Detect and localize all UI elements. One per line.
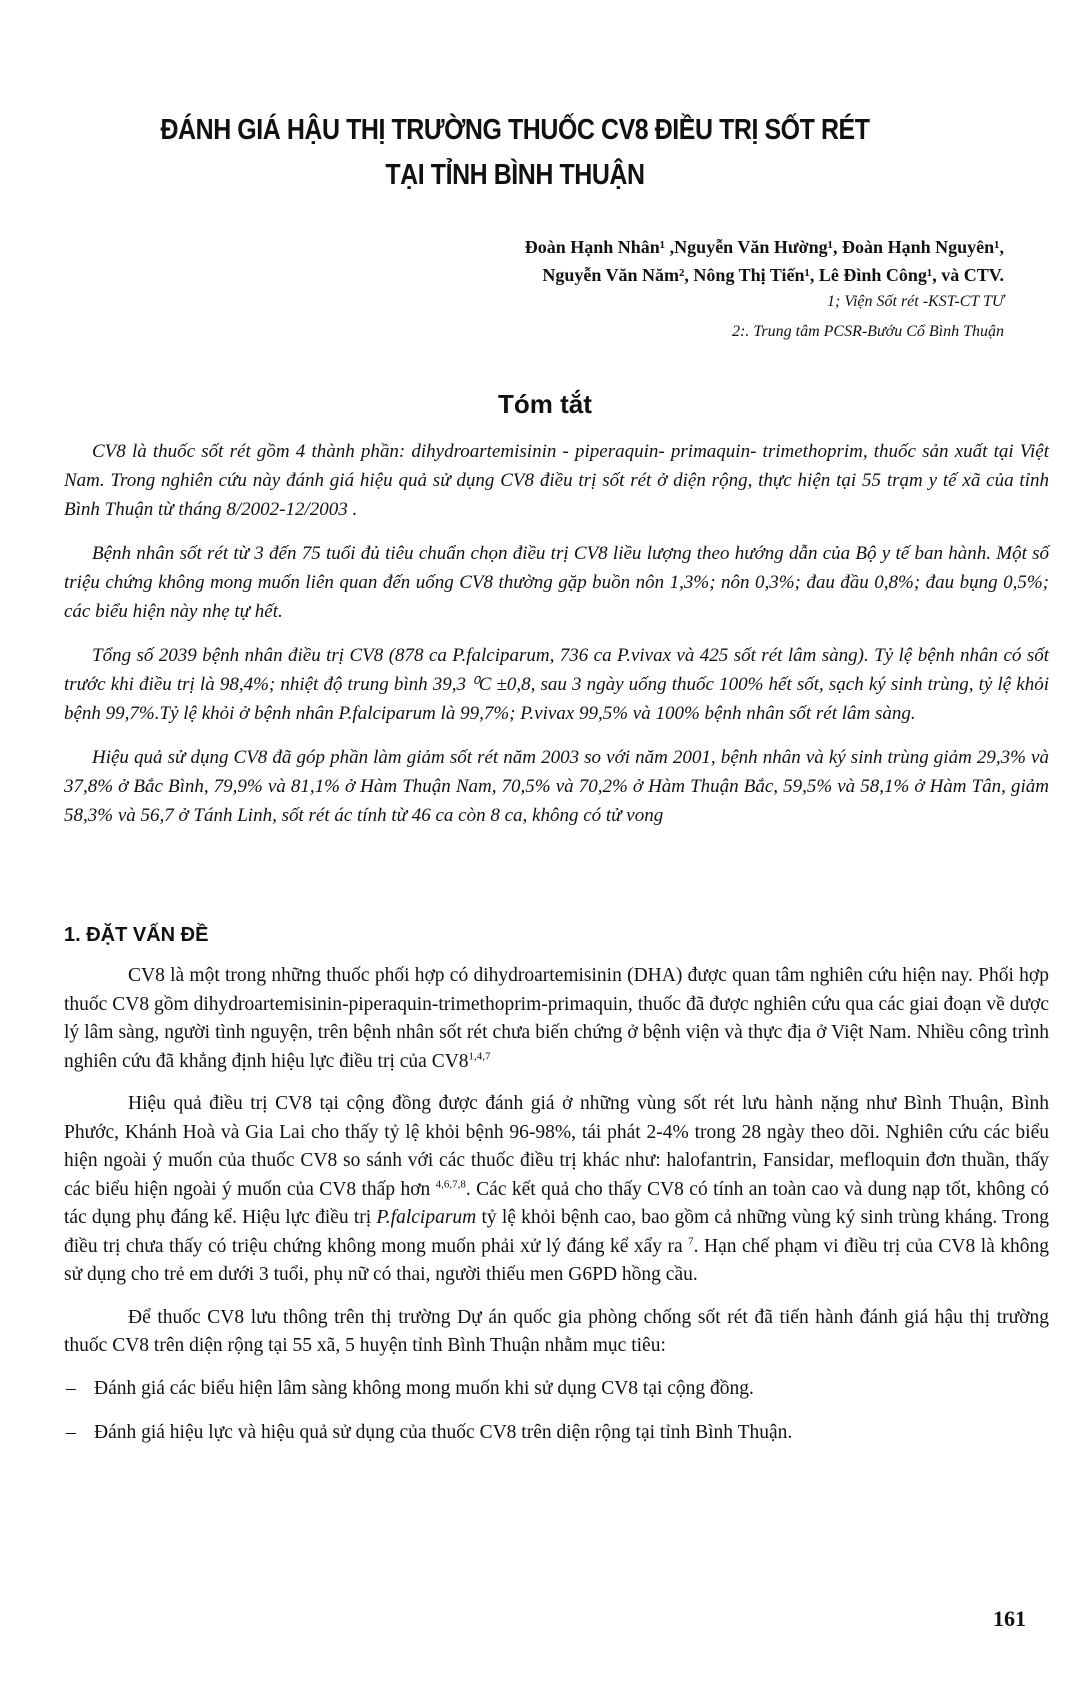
body-paragraph-2 (64, 1090, 1049, 1290)
abstract-heading: Tóm tắt (498, 389, 592, 419)
author-list (284, 233, 1004, 289)
abstract-paragraph: Bệnh nhân sốt rét từ 3 đến 75 tuổi đủ tiêu chuẩn chọn điều trị CV8 liều lượng theo hướng dẫn của Bộ y tế ban hành. Một số triệu chứng không mong muốn liên quan đến uống CV8 thường gặp buồn nôn 1,3%; nôn 0,3%; đau đầu 0,8%; đau bụng 0,5%; các biểu hiện này nhẹ tự hết. (64, 543, 1049, 622)
list-item-text: Đánh giá hiệu lực và hiệu quả sử dụng của thuốc CV8 trên diện rộng tại tỉnh Bình Thuận. (94, 1422, 793, 1443)
body-text (64, 962, 1049, 1464)
paragraph-text: CV8 là một trong những thuốc phối hợp có dihydroartemisinin (DHA) được quan tâm nghiên cứu hiện nay. Phối hợp thuốc CV8 gồm dihydroartemisinin-piperaquin-trimethoprim-primaquin, thuốc đã được nghiên cứu qua các giai đoạn về dược lý lâm sàng, người tình nguyện, trên bệnh nhân sốt rét chưa biến chứng ở bệnh viện và thực địa ở Việt Nam. Nhiều công trình nghiên cứu đã khẳng định hiệu lực điều trị của CV8 (64, 965, 1049, 1072)
author-line-2: Nguyễn Văn Năm², Nông Thị Tiến¹, Lê Đình Công¹, và CTV. (542, 265, 1004, 285)
body-paragraph-3: Để thuốc CV8 lưu thông trên thị trường Dự án quốc gia phòng chống sốt rét đã tiến hành đánh giá hậu thị trường thuốc CV8 trên diện rộng tại 55 xã, 5 huyện tỉnh Bình Thuận nhằm mục tiêu: (64, 1306, 1049, 1356)
page-number: 161 (993, 1606, 1026, 1631)
paper-title-line-2: TẠI TỈNH BÌNH THUẬN (385, 159, 645, 191)
affiliation-2: 2:. Trung tâm PCSR-Bướu Cổ Bình Thuận (732, 323, 1004, 340)
paragraph-text: Hiệu quả điều trị CV8 tại cộng đồng được đánh giá ở những vùng sốt rét lưu hành nặng như Bình Thuận, Bình Phước, Khánh Hoà và Gia Lai cho thấy tỷ lệ khỏi bệnh 96-98%, tái phát 2-4% trong 28 ngày theo dõi. Nghiên cứu các biểu hiện ngoài ý muốn của thuốc CV8 so sánh với các thuốc điều trị khác như: halofantrin, Fansidar, mefloquin đơn thuần, thấy các biểu hiện ngoài ý muốn của CV8 thấp hơn (64, 1093, 1049, 1200)
body-paragraph-1 (64, 962, 1049, 1076)
objective-list (64, 1375, 1049, 1448)
list-item-text: Đánh giá các biểu hiện lâm sàng không mong muốn khi sử dụng CV8 tại cộng đồng. (94, 1377, 754, 1399)
dash-bullet: – (66, 1377, 76, 1399)
abstract-paragraph: CV8 là thuốc sốt rét gồm 4 thành phần: dihydroartemisinin - piperaquin- primaquin- trimethoprim, thuốc sản xuất tại Việt Nam. Trong nghiên cứu này đánh giá hiệu quả sử dụng CV8 điều trị sốt rét ở diện rộng, thực hiện tại 55 trạm y tế xã của tỉnh Bình Thuận từ tháng 8/2002-12/2003 . (64, 441, 1049, 520)
abstract-paragraph: Tổng số 2039 bệnh nhân điều trị CV8 (878 ca P.falciparum, 736 ca P.vivax và 425 sốt rét lâm sàng). Tỷ lệ bệnh nhân có sốt trước khi điều trị là 98,4%; nhiệt độ trung bình 39,3 ⁰C ±0,8, sau 3 ngày uống thuốc 100% hết sốt, sạch ký sinh trùng, tỷ lệ khỏi bệnh 99,7%.Tỷ lệ khỏi ở bệnh nhân P.falciparum là 99,7%; P.vivax 99,5% và 100% bệnh nhân sốt rét lâm sàng. (64, 645, 1049, 724)
citation-ref: 4,6,7,8 (435, 1178, 466, 1190)
abstract-paragraph: Hiệu quả sử dụng CV8 đã góp phần làm giảm sốt rét năm 2003 so với năm 2001, bệnh nhân và ký sinh trùng giảm 29,3% và 37,8% ở Bắc Bình, 79,9% và 81,1% ở Hàm Thuận Nam, 70,5% và 70,2% ở Hàm Thuận Bắc, 59,5% và 58,1% ở Hàm Tân, giảm 58,3% và 56,7 ở Tánh Linh, sốt rét ác tính từ 46 ca còn 8 ca, không có tử vong (64, 747, 1049, 826)
affiliation-1: 1; Viện Sốt rét -KST-CT TƯ (827, 293, 1004, 310)
paragraph-text: . Các kết quả cho thấy CV8 có tính an toàn cao và dung nạp tốt, không có tác dụng phụ đáng kể. Hiệu lực điều trị (64, 1178, 1050, 1228)
dash-bullet: – (66, 1422, 76, 1443)
paragraph-text: tỷ lệ khỏi bệnh cao, bao gồm cả những vùng ký sinh trùng kháng. Trong điều trị chưa thấy có triệu chứng không mong muốn phải xử lý đáng kể xẩy ra (64, 1207, 1050, 1257)
list-item (64, 1375, 1049, 1404)
citation-ref: 1,4,7 (468, 1050, 491, 1062)
species-name: P.falciparum (376, 1207, 477, 1228)
section-heading: 1. ĐẶT VẤN ĐỀ (64, 924, 209, 946)
paragraph-text: . Hạn chế phạm vi điều trị của CV8 là không sử dụng cho trẻ em dưới 3 tuổi, phụ nữ có thai, người thiếu men G6PD hồng cầu. (64, 1235, 1049, 1285)
list-item (64, 1419, 1049, 1448)
author-line-1: Đoàn Hạnh Nhân¹ ,Nguyễn Văn Hường¹, Đoàn Hạnh Nguyên¹, (524, 237, 1004, 257)
abstract (64, 437, 1049, 845)
paper-title-line-1: ĐÁNH GIÁ HẬU THỊ TRƯỜNG THUỐC CV8 ĐIỀU TRỊ SỐT RÉT (160, 114, 870, 146)
citation-ref: 7 (688, 1235, 694, 1247)
